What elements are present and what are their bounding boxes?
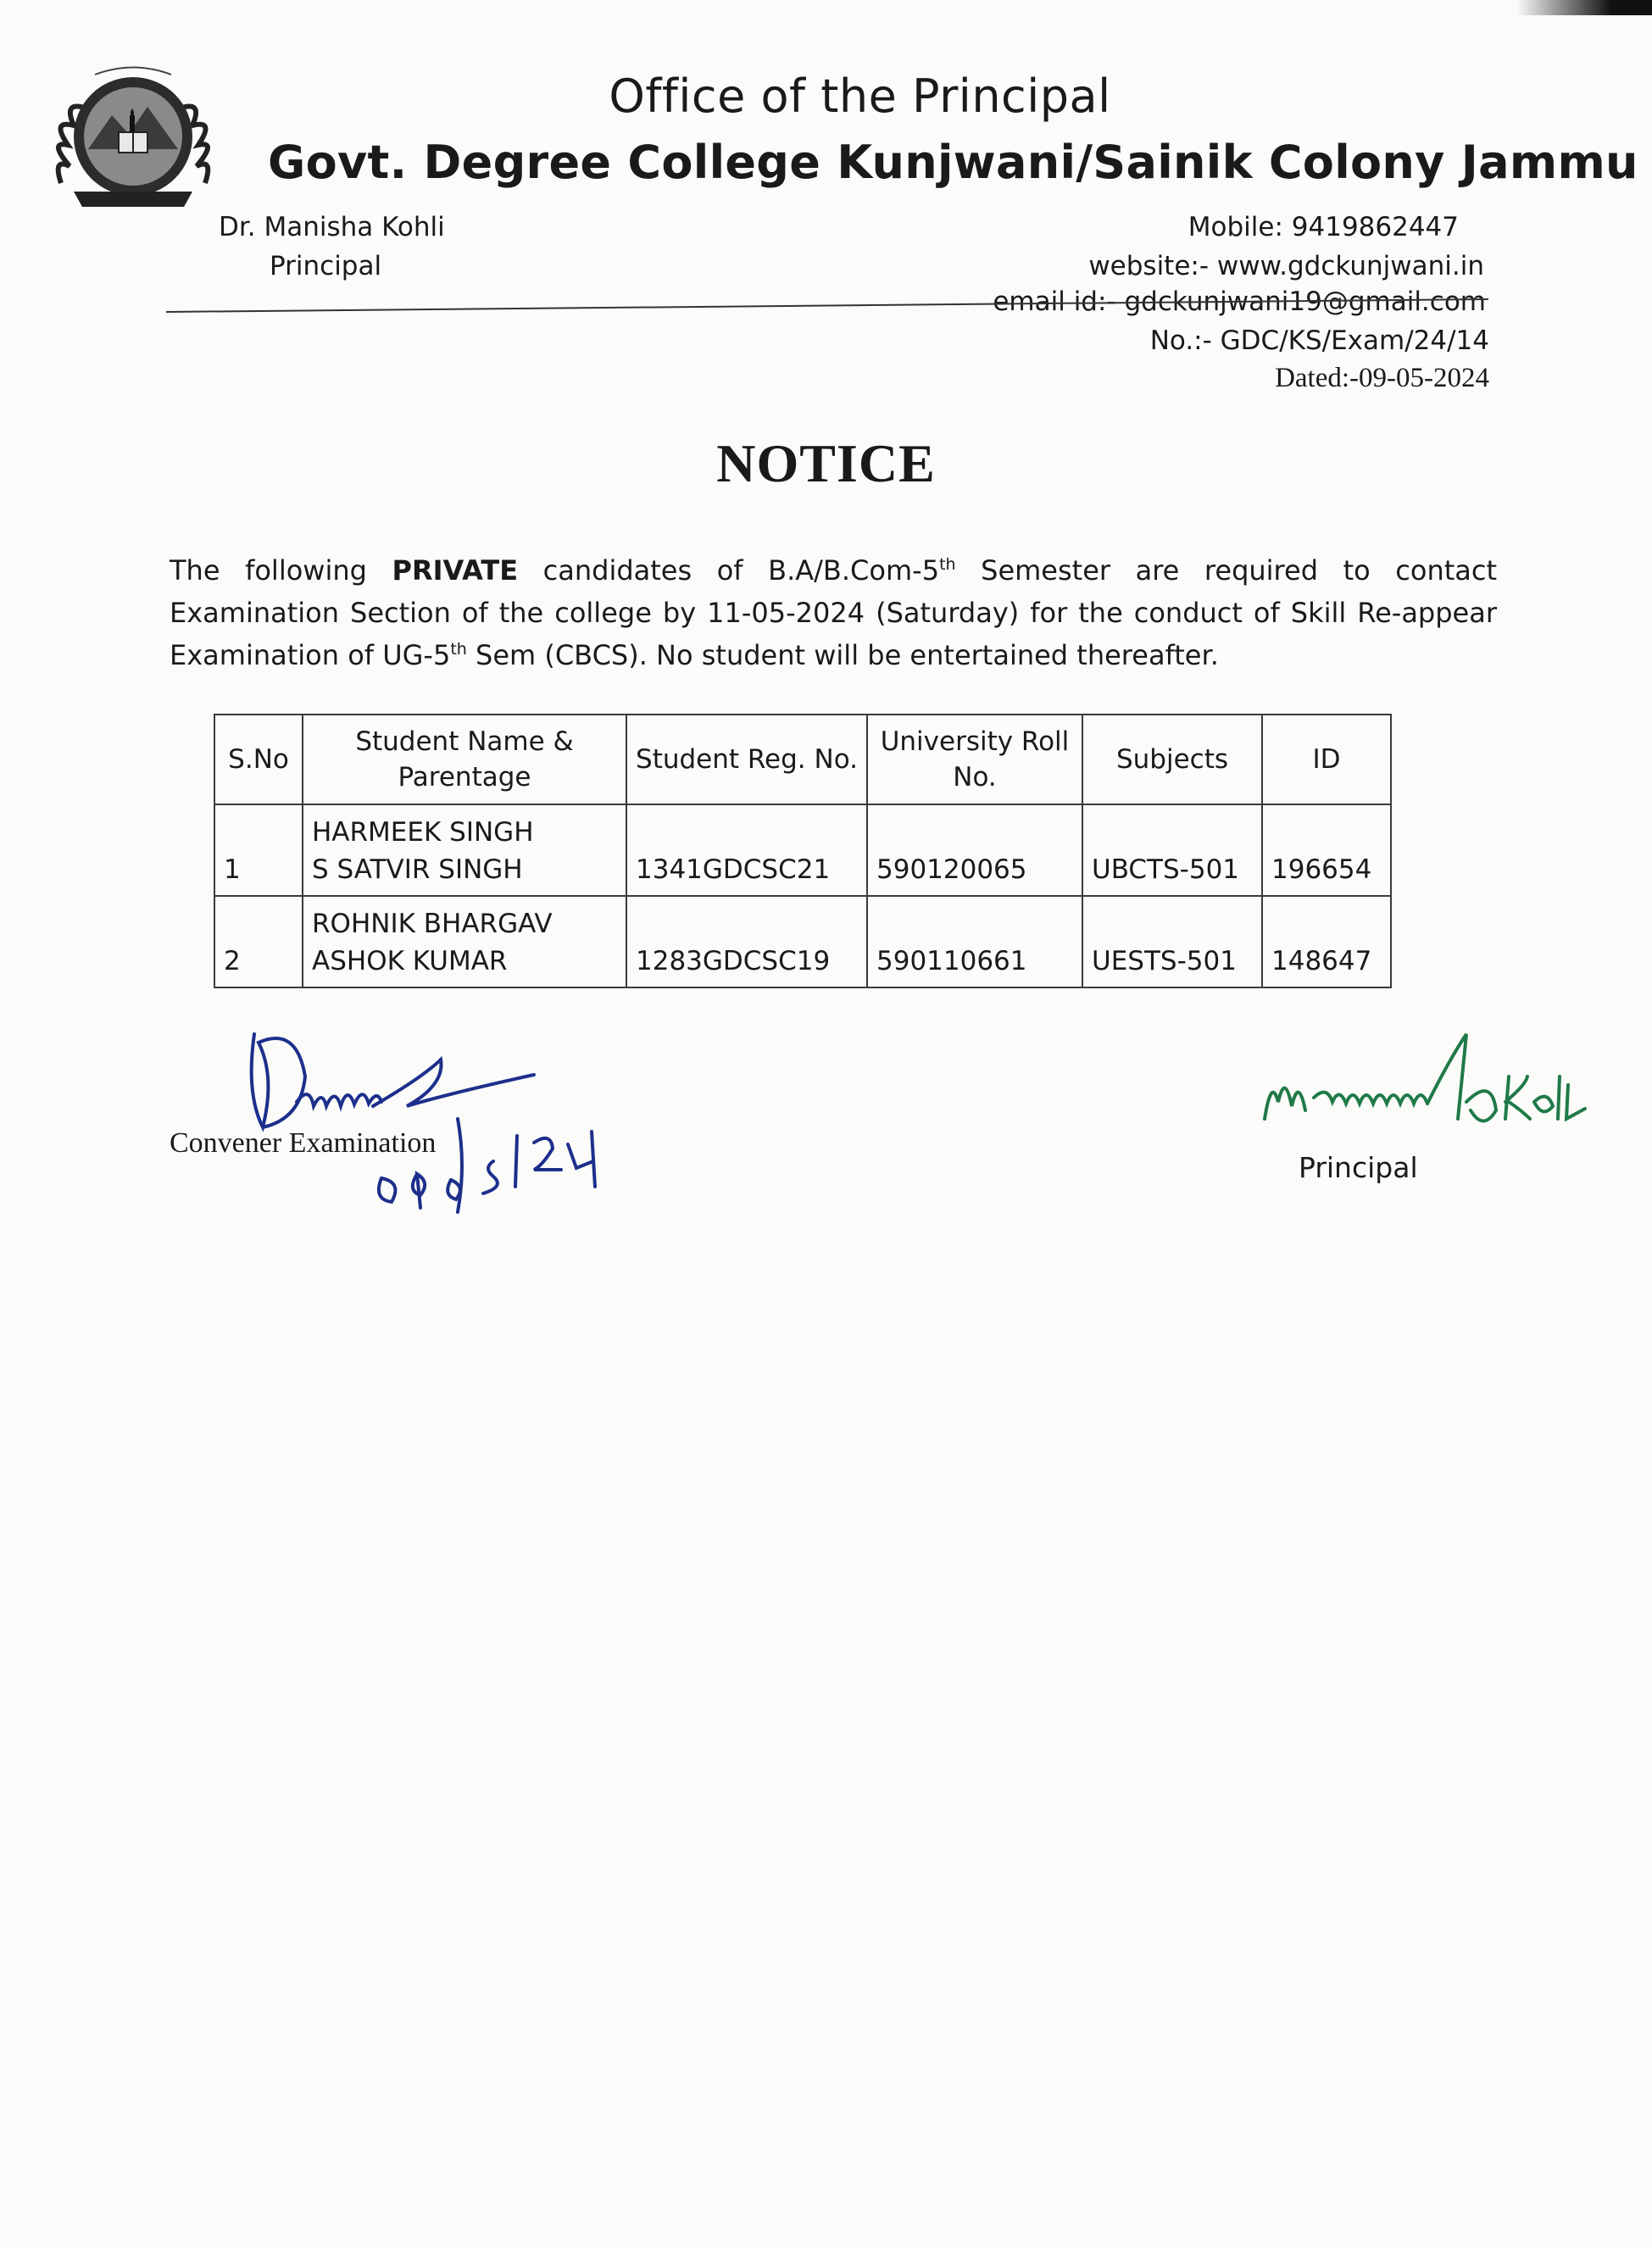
- header-reg-no: Student Reg. No.: [626, 715, 867, 804]
- table-row: [214, 896, 1391, 987]
- cell-reg-no: 1341GDCSC21: [626, 804, 867, 896]
- mobile-number: Mobile: 9419862447: [1188, 212, 1459, 242]
- header-subjects: Subjects: [1082, 715, 1262, 804]
- cell-id: 196654: [1262, 804, 1391, 896]
- cell-reg-no: 1283GDCSC19: [626, 896, 867, 987]
- cell-subject: UBCTS-501: [1082, 804, 1262, 896]
- reference-number: No.:- GDC/KS/Exam/24/14: [1149, 325, 1489, 356]
- date: Dated:-09-05-2024: [1275, 363, 1489, 393]
- cell-roll-no: 590110661: [867, 896, 1082, 987]
- college-name: Govt. Degree College Kunjwani/Sainik Colony Jammu: [268, 136, 1638, 189]
- cell-sno: 1: [214, 804, 303, 896]
- office-heading: Office of the Principal: [609, 70, 1111, 123]
- private-keyword: PRIVATE: [392, 554, 519, 587]
- principal-title: Principal: [270, 251, 382, 281]
- cell-student-name: HARMEEK SINGH S SATVIR SINGH: [303, 804, 626, 896]
- header-sno: S.No: [214, 715, 303, 804]
- principal-signature-icon: [1254, 1026, 1652, 1161]
- cell-id: 148647: [1262, 896, 1391, 987]
- principal-name: Dr. Manisha Kohli: [219, 212, 445, 242]
- scan-corner-mark: [1516, 0, 1652, 15]
- table-row: [214, 804, 1391, 896]
- header-student-name: Student Name & Parentage: [303, 715, 626, 804]
- website: website:- www.gdckunjwani.in: [1088, 251, 1484, 281]
- convener-signature-icon: [229, 1026, 653, 1221]
- notice-title: NOTICE: [716, 433, 936, 493]
- notice-body: The following PRIVATE candidates of B.A/B.Com-5th Semester are required to contact Examination Section of the college by 11-05-2024 (Saturday) for the conduct of Skill Re-appear Examination of UG-5th Sem (CBCS). No student will be entertained thereafter.: [170, 554, 1498, 671]
- cell-subject: UESTS-501: [1082, 896, 1262, 987]
- header-id: ID: [1262, 715, 1391, 804]
- candidates-table: [214, 714, 1392, 988]
- convener-label: Convener Examination: [170, 1127, 437, 1159]
- email: email id:- gdckunjwani19@gmail.com: [993, 286, 1486, 317]
- cell-student-name: ROHNIK BHARGAV ASHOK KUMAR: [303, 896, 626, 987]
- header-roll-no: University Roll No.: [867, 715, 1082, 804]
- cell-sno: 2: [214, 896, 303, 987]
- principal-signature-label: Principal: [1299, 1151, 1418, 1184]
- table-header-row: [214, 715, 1391, 804]
- cell-roll-no: 590120065: [867, 804, 1082, 896]
